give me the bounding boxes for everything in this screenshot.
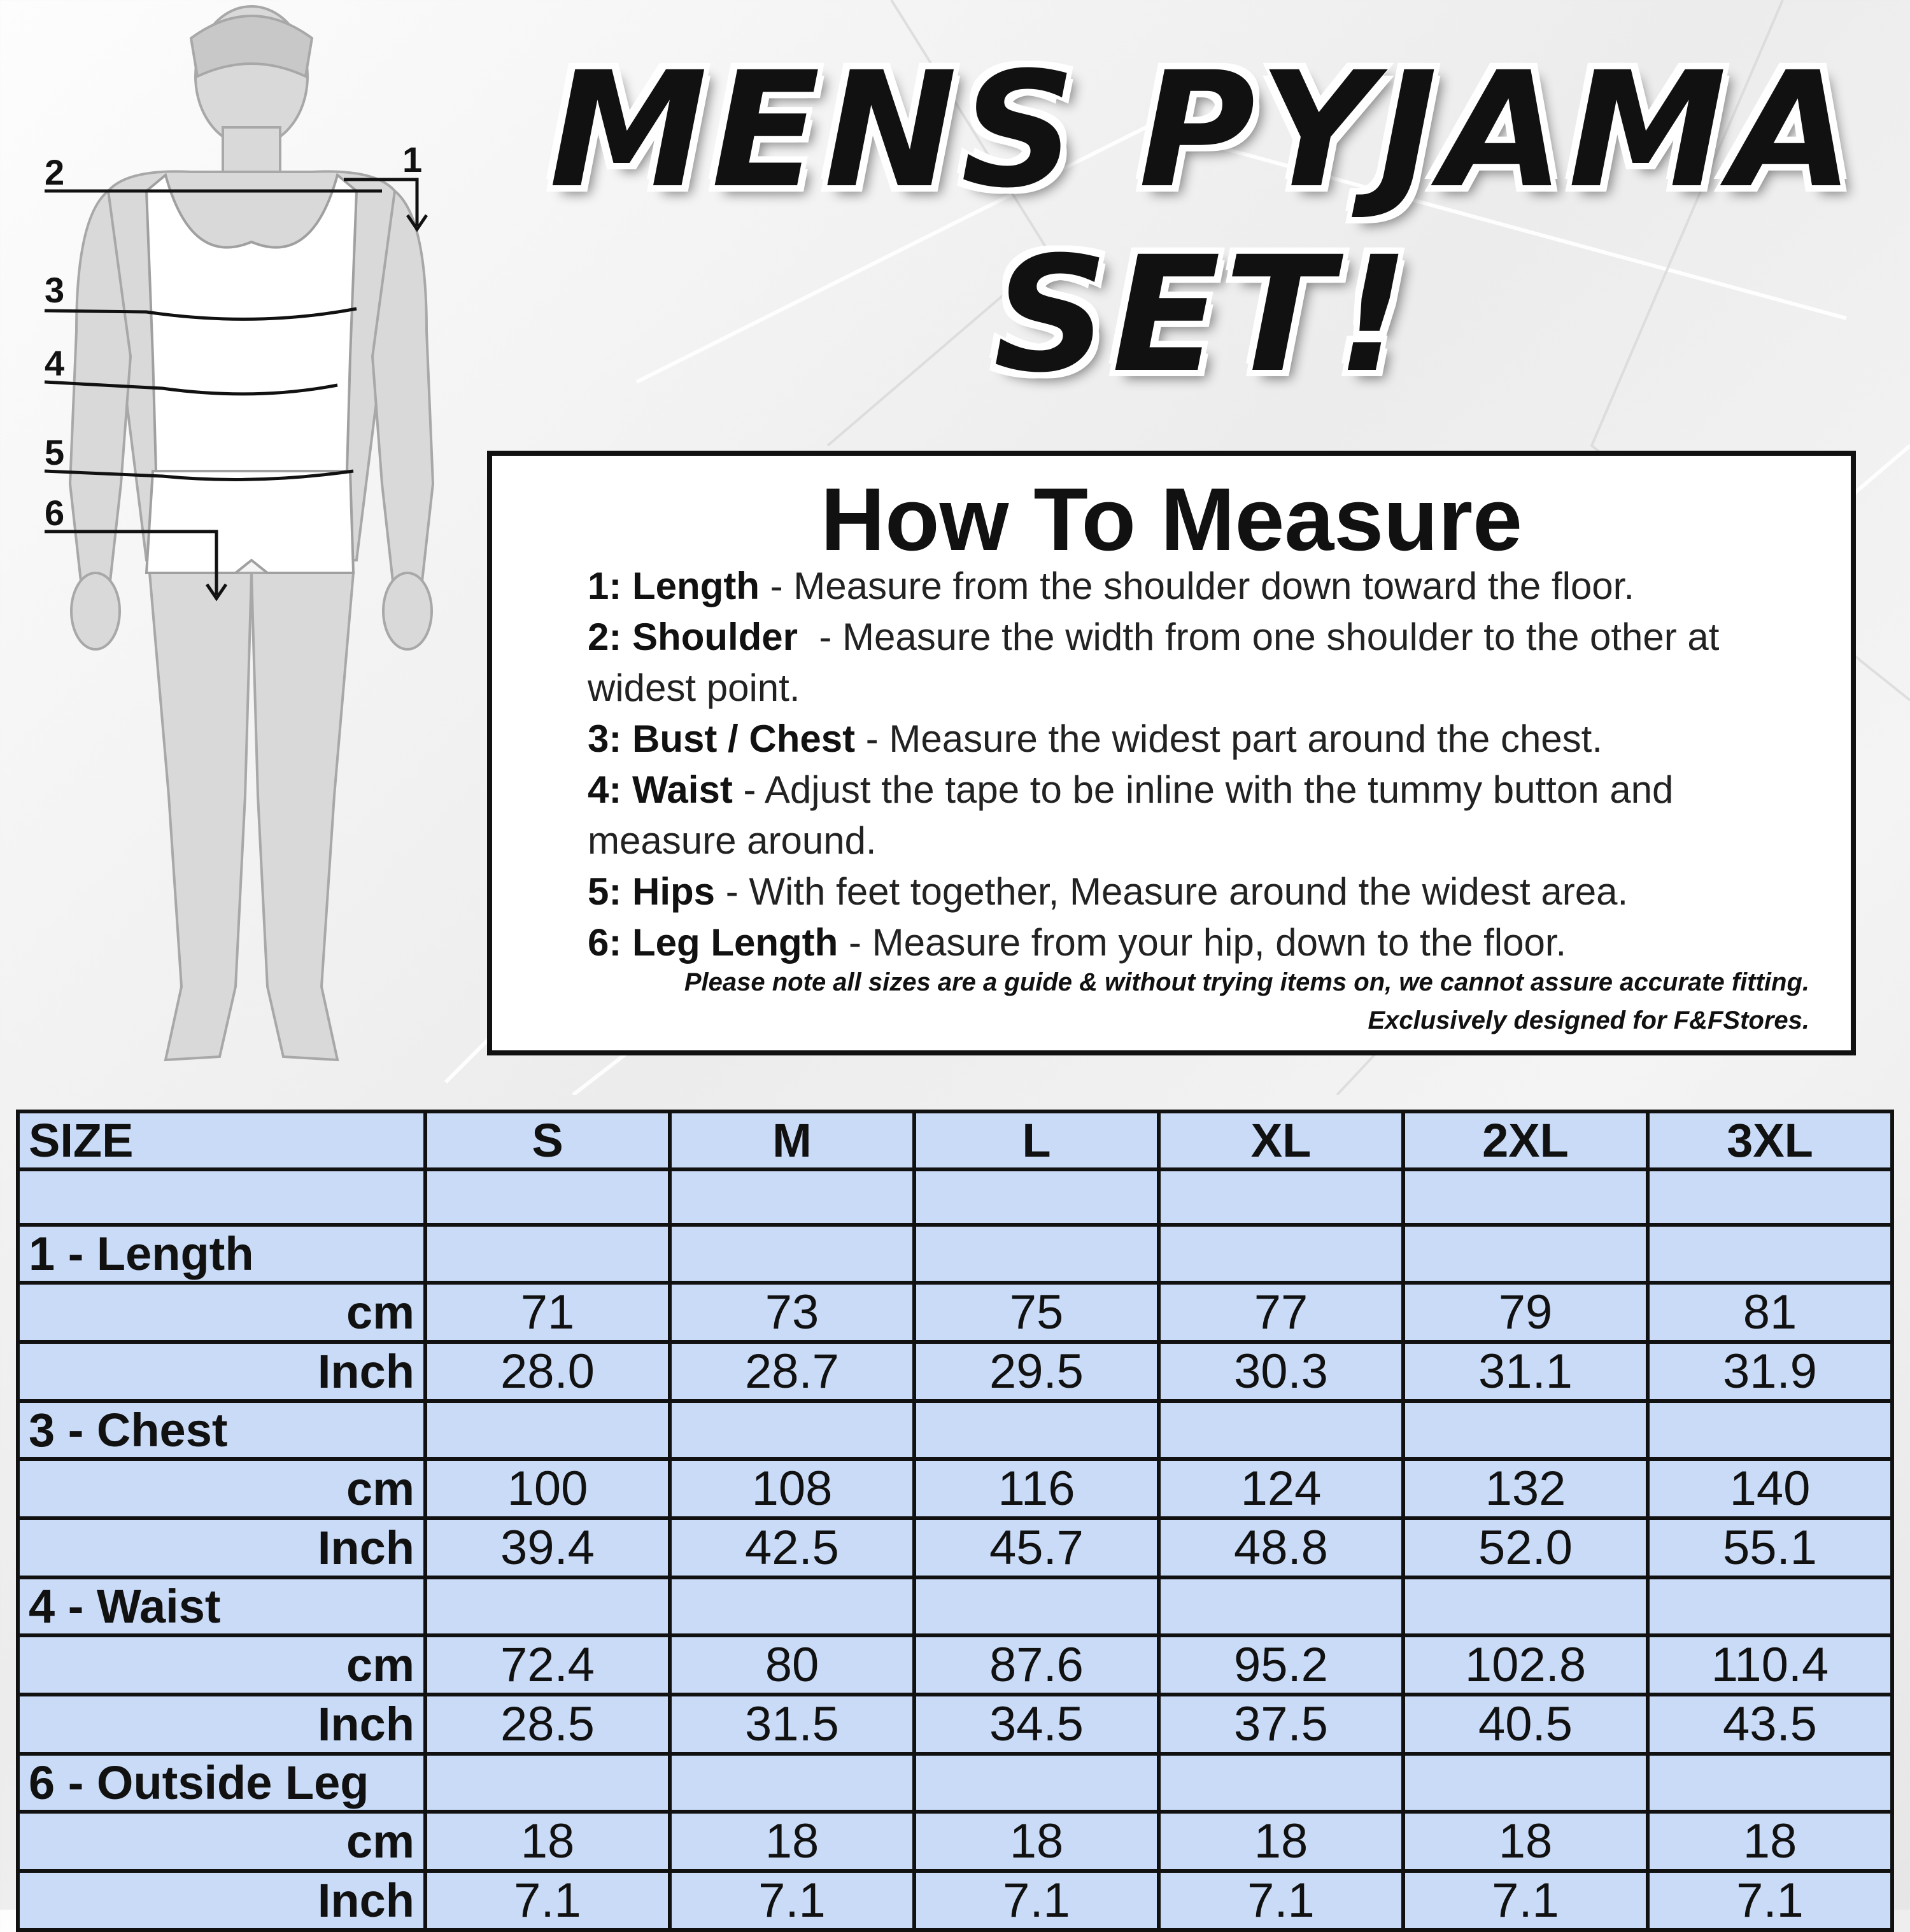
measure-item xyxy=(588,561,1829,612)
table-cell-empty xyxy=(1648,1754,1892,1812)
measurement-cell: 31.5 xyxy=(670,1695,914,1754)
measurement-cell: 140 xyxy=(1648,1459,1892,1518)
unit-label: cm xyxy=(18,1283,425,1342)
measurement-cell: 43.5 xyxy=(1648,1695,1892,1754)
size-header-cell: M xyxy=(670,1111,914,1169)
measurement-cell: 124 xyxy=(1159,1459,1403,1518)
measurement-cell: 95.2 xyxy=(1159,1635,1403,1695)
table-cell-empty xyxy=(914,1225,1159,1283)
measure-item xyxy=(588,917,1829,968)
title-line-1: MENS PYJAMA xyxy=(549,38,1858,223)
measurement-cell: 102.8 xyxy=(1403,1635,1648,1695)
table-cell-empty xyxy=(425,1225,670,1283)
section-label: 4 - Waist xyxy=(18,1577,425,1635)
measurement-cell: 18 xyxy=(1159,1812,1403,1871)
measure-item-label: 6: Leg Length xyxy=(588,921,838,964)
measure-item-text: - Measure the width from one shoulder to the other at widest point. xyxy=(588,616,1730,709)
marker-4: 4 xyxy=(45,343,65,383)
table-cell-empty xyxy=(670,1577,914,1635)
measurement-cell: 42.5 xyxy=(670,1518,914,1577)
measurement-cell: 37.5 xyxy=(1159,1695,1403,1754)
table-cell-empty xyxy=(914,1169,1159,1225)
section-label: 6 - Outside Leg xyxy=(18,1754,425,1812)
unit-label: Inch xyxy=(18,1518,425,1577)
table-cell-empty xyxy=(1403,1577,1648,1635)
table-cell-empty xyxy=(425,1401,670,1459)
measure-item-label: 3: Bust / Chest xyxy=(588,717,856,760)
size-header-cell: XL xyxy=(1159,1111,1403,1169)
measurement-cell: 48.8 xyxy=(1159,1518,1403,1577)
table-section-row xyxy=(18,1225,1892,1283)
size-header-cell: S xyxy=(425,1111,670,1169)
table-row xyxy=(18,1871,1892,1930)
measurement-cell: 28.5 xyxy=(425,1695,670,1754)
table-row xyxy=(18,1635,1892,1695)
table-cell-empty xyxy=(1159,1169,1403,1225)
measurement-cell: 31.1 xyxy=(1403,1342,1648,1401)
unit-label: Inch xyxy=(18,1695,425,1754)
size-header-cell: 2XL xyxy=(1403,1111,1648,1169)
measure-item-text: - Measure from the shoulder down toward the floor. xyxy=(759,565,1635,607)
measurement-cell: 77 xyxy=(1159,1283,1403,1342)
body-figure xyxy=(0,0,458,1082)
measurement-cell: 79 xyxy=(1403,1283,1648,1342)
measurement-cell: 110.4 xyxy=(1648,1635,1892,1695)
measurement-cell: 7.1 xyxy=(1648,1871,1892,1930)
marker-1: 1 xyxy=(402,139,423,180)
measure-item-label: 5: Hips xyxy=(588,870,716,913)
measurement-cell: 7.1 xyxy=(1403,1871,1648,1930)
measure-item xyxy=(588,866,1829,917)
measure-item-text: - Adjust the tape to be inline with the tummy button and measure around. xyxy=(588,768,1685,862)
measure-item-text: - Measure from your hip, down to the floor. xyxy=(838,921,1567,964)
table-row xyxy=(18,1342,1892,1401)
table-row xyxy=(18,1459,1892,1518)
measurement-cell: 28.7 xyxy=(670,1342,914,1401)
measure-item xyxy=(588,765,1829,866)
measurement-cell: 52.0 xyxy=(1403,1518,1648,1577)
measurement-cell: 29.5 xyxy=(914,1342,1159,1401)
measurement-cell: 18 xyxy=(1648,1812,1892,1871)
table-cell-empty xyxy=(670,1225,914,1283)
measurement-cell: 34.5 xyxy=(914,1695,1159,1754)
table-cell-empty xyxy=(18,1169,425,1225)
measure-item-label: 2: Shoulder xyxy=(588,616,798,658)
table-row xyxy=(18,1283,1892,1342)
table-cell-empty xyxy=(1648,1225,1892,1283)
table-cell-empty xyxy=(1403,1754,1648,1812)
measurement-cell: 30.3 xyxy=(1159,1342,1403,1401)
measure-item-label: 1: Length xyxy=(588,565,760,607)
measurement-cell: 75 xyxy=(914,1283,1159,1342)
store-note: Exclusively designed for F&FStores. xyxy=(1368,1006,1809,1034)
measurement-cell: 87.6 xyxy=(914,1635,1159,1695)
table-cell-empty xyxy=(914,1401,1159,1459)
section-label: 1 - Length xyxy=(18,1225,425,1283)
table-row xyxy=(18,1518,1892,1577)
table-cell-empty xyxy=(1648,1169,1892,1225)
measurement-cell: 7.1 xyxy=(670,1871,914,1930)
table-cell-empty xyxy=(1159,1577,1403,1635)
measurement-cell: 7.1 xyxy=(914,1871,1159,1930)
table-cell-empty xyxy=(1403,1169,1648,1225)
table-cell-empty xyxy=(670,1754,914,1812)
measurement-cell: 18 xyxy=(425,1812,670,1871)
how-to-measure-heading: How To Measure xyxy=(820,469,1523,569)
table-cell-empty xyxy=(1648,1401,1892,1459)
unit-label: cm xyxy=(18,1812,425,1871)
measure-item-text: - Measure the widest part around the chest. xyxy=(855,717,1603,760)
measurement-cell: 81 xyxy=(1648,1283,1892,1342)
table-cell-empty xyxy=(914,1754,1159,1812)
measurement-cell: 100 xyxy=(425,1459,670,1518)
size-header-cell: 3XL xyxy=(1648,1111,1892,1169)
measurement-cell: 80 xyxy=(670,1635,914,1695)
measurement-cell: 55.1 xyxy=(1648,1518,1892,1577)
measure-item-label: 4: Waist xyxy=(588,768,733,811)
measurement-cell: 7.1 xyxy=(1159,1871,1403,1930)
measurement-cell: 18 xyxy=(670,1812,914,1871)
measurement-cell: 28.0 xyxy=(425,1342,670,1401)
size-table xyxy=(16,1110,1894,1932)
table-row xyxy=(18,1695,1892,1754)
table-cell-empty xyxy=(1648,1577,1892,1635)
table-cell-empty xyxy=(1403,1401,1648,1459)
unit-label: cm xyxy=(18,1459,425,1518)
measure-list xyxy=(588,561,1829,968)
measure-item xyxy=(588,612,1829,714)
table-blank-row xyxy=(18,1169,1892,1225)
table-cell-empty xyxy=(1159,1754,1403,1812)
table-header-row xyxy=(18,1111,1892,1169)
table-cell-empty xyxy=(670,1401,914,1459)
marker-2: 2 xyxy=(45,152,65,192)
unit-label: Inch xyxy=(18,1342,425,1401)
table-cell-empty xyxy=(1159,1401,1403,1459)
measurement-cell: 73 xyxy=(670,1283,914,1342)
shorts xyxy=(146,471,353,573)
measurement-cell: 40.5 xyxy=(1403,1695,1648,1754)
table-cell-empty xyxy=(425,1754,670,1812)
measurement-cell: 132 xyxy=(1403,1459,1648,1518)
table-cell-empty xyxy=(425,1169,670,1225)
page-title xyxy=(548,38,1859,407)
table-cell-empty xyxy=(1403,1225,1648,1283)
how-to-measure-box xyxy=(487,451,1856,1055)
table-cell-empty xyxy=(914,1577,1159,1635)
table-cell-empty xyxy=(670,1169,914,1225)
measurement-cell: 45.7 xyxy=(914,1518,1159,1577)
measurement-cell: 39.4 xyxy=(425,1518,670,1577)
section-label: 3 - Chest xyxy=(18,1401,425,1459)
measurement-cell: 7.1 xyxy=(425,1871,670,1930)
fit-note: Please note all sizes are a guide & without trying items on, we cannot assure accurate fitting. xyxy=(684,968,1809,996)
measurement-cell: 31.9 xyxy=(1648,1342,1892,1401)
marker-5: 5 xyxy=(45,432,65,472)
title-line-2: SET! xyxy=(993,222,1413,407)
measurement-cell: 108 xyxy=(670,1459,914,1518)
table-section-row xyxy=(18,1577,1892,1635)
measurement-cell: 71 xyxy=(425,1283,670,1342)
marker-6: 6 xyxy=(45,493,65,533)
size-header-cell: L xyxy=(914,1111,1159,1169)
measurement-cell: 18 xyxy=(914,1812,1159,1871)
measure-item-text: - With feet together, Measure around the widest area. xyxy=(715,870,1629,913)
measurement-cell: 72.4 xyxy=(425,1635,670,1695)
table-section-row xyxy=(18,1754,1892,1812)
unit-label: cm xyxy=(18,1635,425,1695)
unit-label: Inch xyxy=(18,1871,425,1930)
measurement-cell: 116 xyxy=(914,1459,1159,1518)
table-section-row xyxy=(18,1401,1892,1459)
measurement-cell: 18 xyxy=(1403,1812,1648,1871)
size-column-header: SIZE xyxy=(18,1111,425,1169)
measure-item xyxy=(588,714,1829,765)
table-cell-empty xyxy=(425,1577,670,1635)
marker-3: 3 xyxy=(45,270,65,310)
table-row xyxy=(18,1812,1892,1871)
table-cell-empty xyxy=(1159,1225,1403,1283)
